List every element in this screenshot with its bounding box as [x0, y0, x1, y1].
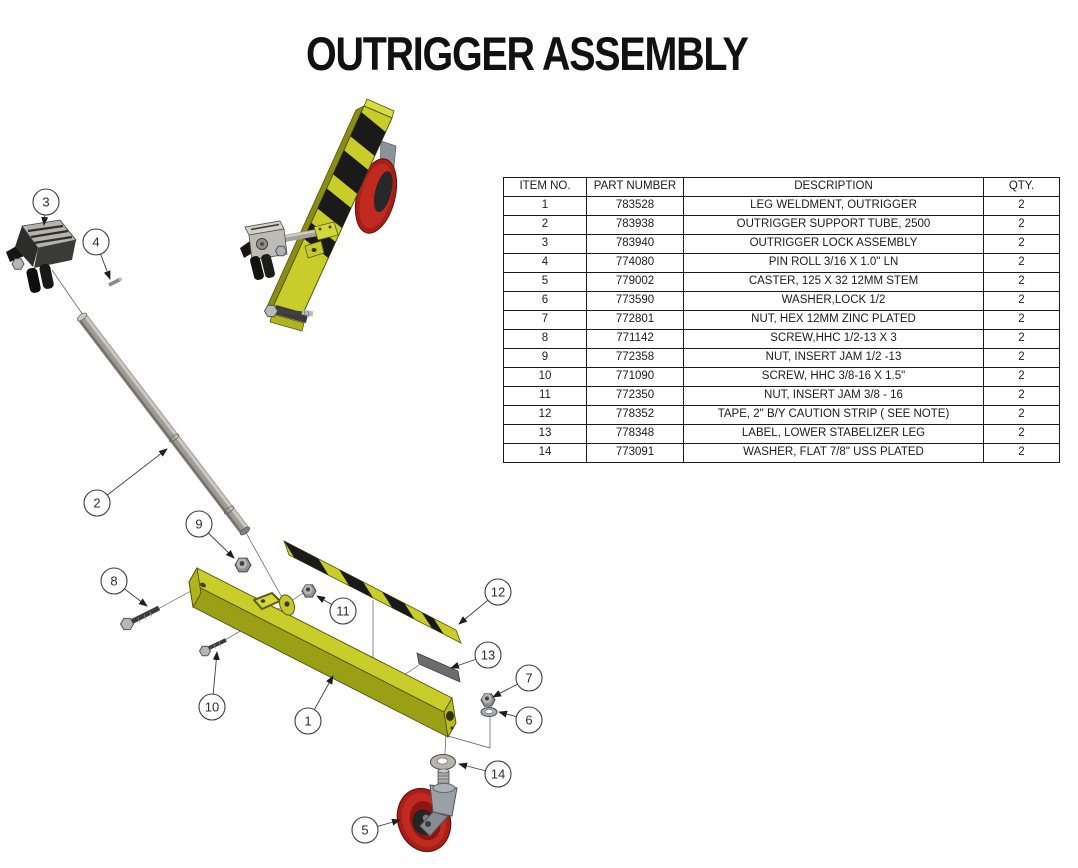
table-cell: SCREW, HHC 3/8-16 X 1.5" [684, 368, 984, 387]
screw-hhc-half-inch [121, 608, 160, 630]
table-cell: 14 [504, 444, 587, 463]
callout-balloon-9 [186, 511, 234, 558]
callout-balloon-8 [101, 568, 147, 606]
table-cell: 2 [984, 387, 1060, 406]
table-cell: 783528 [587, 197, 684, 216]
jam-nut-three-eighths [302, 585, 316, 597]
table-cell: OUTRIGGER LOCK ASSEMBLY [684, 235, 984, 254]
table-cell: 7 [504, 311, 587, 330]
table-cell: 2 [984, 406, 1060, 425]
table-cell: 773091 [587, 444, 684, 463]
col-header-description: DESCRIPTION [684, 178, 984, 197]
caster-wheel [389, 769, 458, 858]
table-cell: 5 [504, 273, 587, 292]
table-cell: TAPE, 2" B/Y CAUTION STRIP ( SEE NOTE) [684, 406, 984, 425]
table-cell: 779002 [587, 273, 684, 292]
table-cell: 6 [504, 292, 587, 311]
flat-washer [431, 755, 456, 770]
table-cell: 778352 [587, 406, 684, 425]
table-cell: 2 [984, 254, 1060, 273]
page-title: OUTRIGGER ASSEMBLY [306, 27, 748, 80]
table-cell: 771142 [587, 330, 684, 349]
callout-balloon-1 [295, 676, 333, 734]
table-cell: 9 [504, 349, 587, 368]
callout-balloon-7 [493, 665, 542, 697]
lock-washer [481, 708, 497, 717]
svg-text:6: 6 [525, 712, 533, 728]
leg-weldment [189, 568, 456, 737]
svg-text:3: 3 [42, 194, 50, 210]
table-cell: 772350 [587, 387, 684, 406]
table-cell: 2 [984, 273, 1060, 292]
svg-text:7: 7 [525, 670, 533, 686]
table-cell: 1 [504, 197, 587, 216]
table-cell: LABEL, LOWER STABELIZER LEG [684, 425, 984, 444]
table-cell: 2 [984, 235, 1060, 254]
col-header-part-number: PART NUMBER [587, 178, 684, 197]
table-cell: 11 [504, 387, 587, 406]
table-cell: WASHER, FLAT 7/8" USS PLATED [684, 444, 984, 463]
table-cell: 3 [504, 235, 587, 254]
callout-balloon-10 [199, 652, 225, 720]
callout-balloon-5 [352, 817, 400, 843]
svg-text:2: 2 [93, 495, 101, 511]
svg-text:11: 11 [336, 603, 350, 619]
table-cell: 2 [504, 216, 587, 235]
table-cell: 773590 [587, 292, 684, 311]
table-cell: 4 [504, 254, 587, 273]
table-cell: PIN ROLL 3/16 X 1.0" LN [684, 254, 984, 273]
table-cell: NUT, HEX 12MM ZINC PLATED [684, 311, 984, 330]
table-cell: NUT, INSERT JAM 1/2 -13 [684, 349, 984, 368]
roll-pin [109, 278, 122, 285]
svg-text:10: 10 [204, 699, 220, 715]
table-cell: 8 [504, 330, 587, 349]
table-cell: 772358 [587, 349, 684, 368]
table-cell: 783938 [587, 216, 684, 235]
callout-balloon-12 [459, 579, 511, 624]
col-header-qty: QTY. [984, 178, 1060, 197]
table-cell: CASTER, 125 X 32 12MM STEM [684, 273, 984, 292]
callout-balloon-2 [84, 449, 167, 516]
jam-nut-half [235, 558, 251, 572]
table-cell: SCREW,HHC 1/2-13 X 3 [684, 330, 984, 349]
svg-text:5: 5 [361, 822, 369, 838]
table-cell: 2 [984, 197, 1060, 216]
table-cell: 10 [504, 368, 587, 387]
hex-nut-12mm [481, 694, 495, 706]
table-cell: 778348 [587, 425, 684, 444]
col-header-item-no: ITEM NO. [504, 178, 587, 197]
callout-balloon-6 [499, 707, 542, 733]
table-cell: 2 [984, 349, 1060, 368]
table-cell: 774080 [587, 254, 684, 273]
table-cell: 2 [984, 216, 1060, 235]
table-cell: 12 [504, 406, 587, 425]
svg-text:4: 4 [92, 234, 100, 250]
table-cell: 783940 [587, 235, 684, 254]
table-cell: OUTRIGGER SUPPORT TUBE, 2500 [684, 216, 984, 235]
table-cell: 13 [504, 425, 587, 444]
assembled-outrigger-view [240, 99, 404, 331]
svg-text:14: 14 [490, 766, 506, 782]
lock-assembly-bolt [12, 259, 24, 269]
svg-text:1: 1 [304, 713, 312, 729]
callout-balloon-13 [451, 642, 501, 668]
svg-text:13: 13 [480, 647, 496, 663]
table-cell: 2 [984, 444, 1060, 463]
svg-text:8: 8 [110, 573, 118, 589]
table-cell: 771090 [587, 368, 684, 387]
svg-text:9: 9 [195, 516, 203, 532]
table-cell: 2 [984, 311, 1060, 330]
table-cell: 2 [984, 368, 1060, 387]
table-cell: LEG WELDMENT, OUTRIGGER [684, 197, 984, 216]
table-cell: 2 [984, 425, 1060, 444]
table-cell: WASHER,LOCK 1/2 [684, 292, 984, 311]
callout-balloon-11 [317, 596, 356, 624]
screw-hhc-three-eighths [200, 640, 227, 656]
table-cell: NUT, INSERT JAM 3/8 - 16 [684, 387, 984, 406]
table-cell: 2 [984, 292, 1060, 311]
table-cell: 772801 [587, 311, 684, 330]
callout-balloon-4 [83, 229, 110, 279]
outrigger-lock-assembly [6, 220, 76, 294]
table-cell: 2 [984, 330, 1060, 349]
callout-balloon-3 [33, 189, 59, 225]
callout-balloon-14 [459, 761, 511, 787]
svg-text:12: 12 [490, 584, 506, 600]
